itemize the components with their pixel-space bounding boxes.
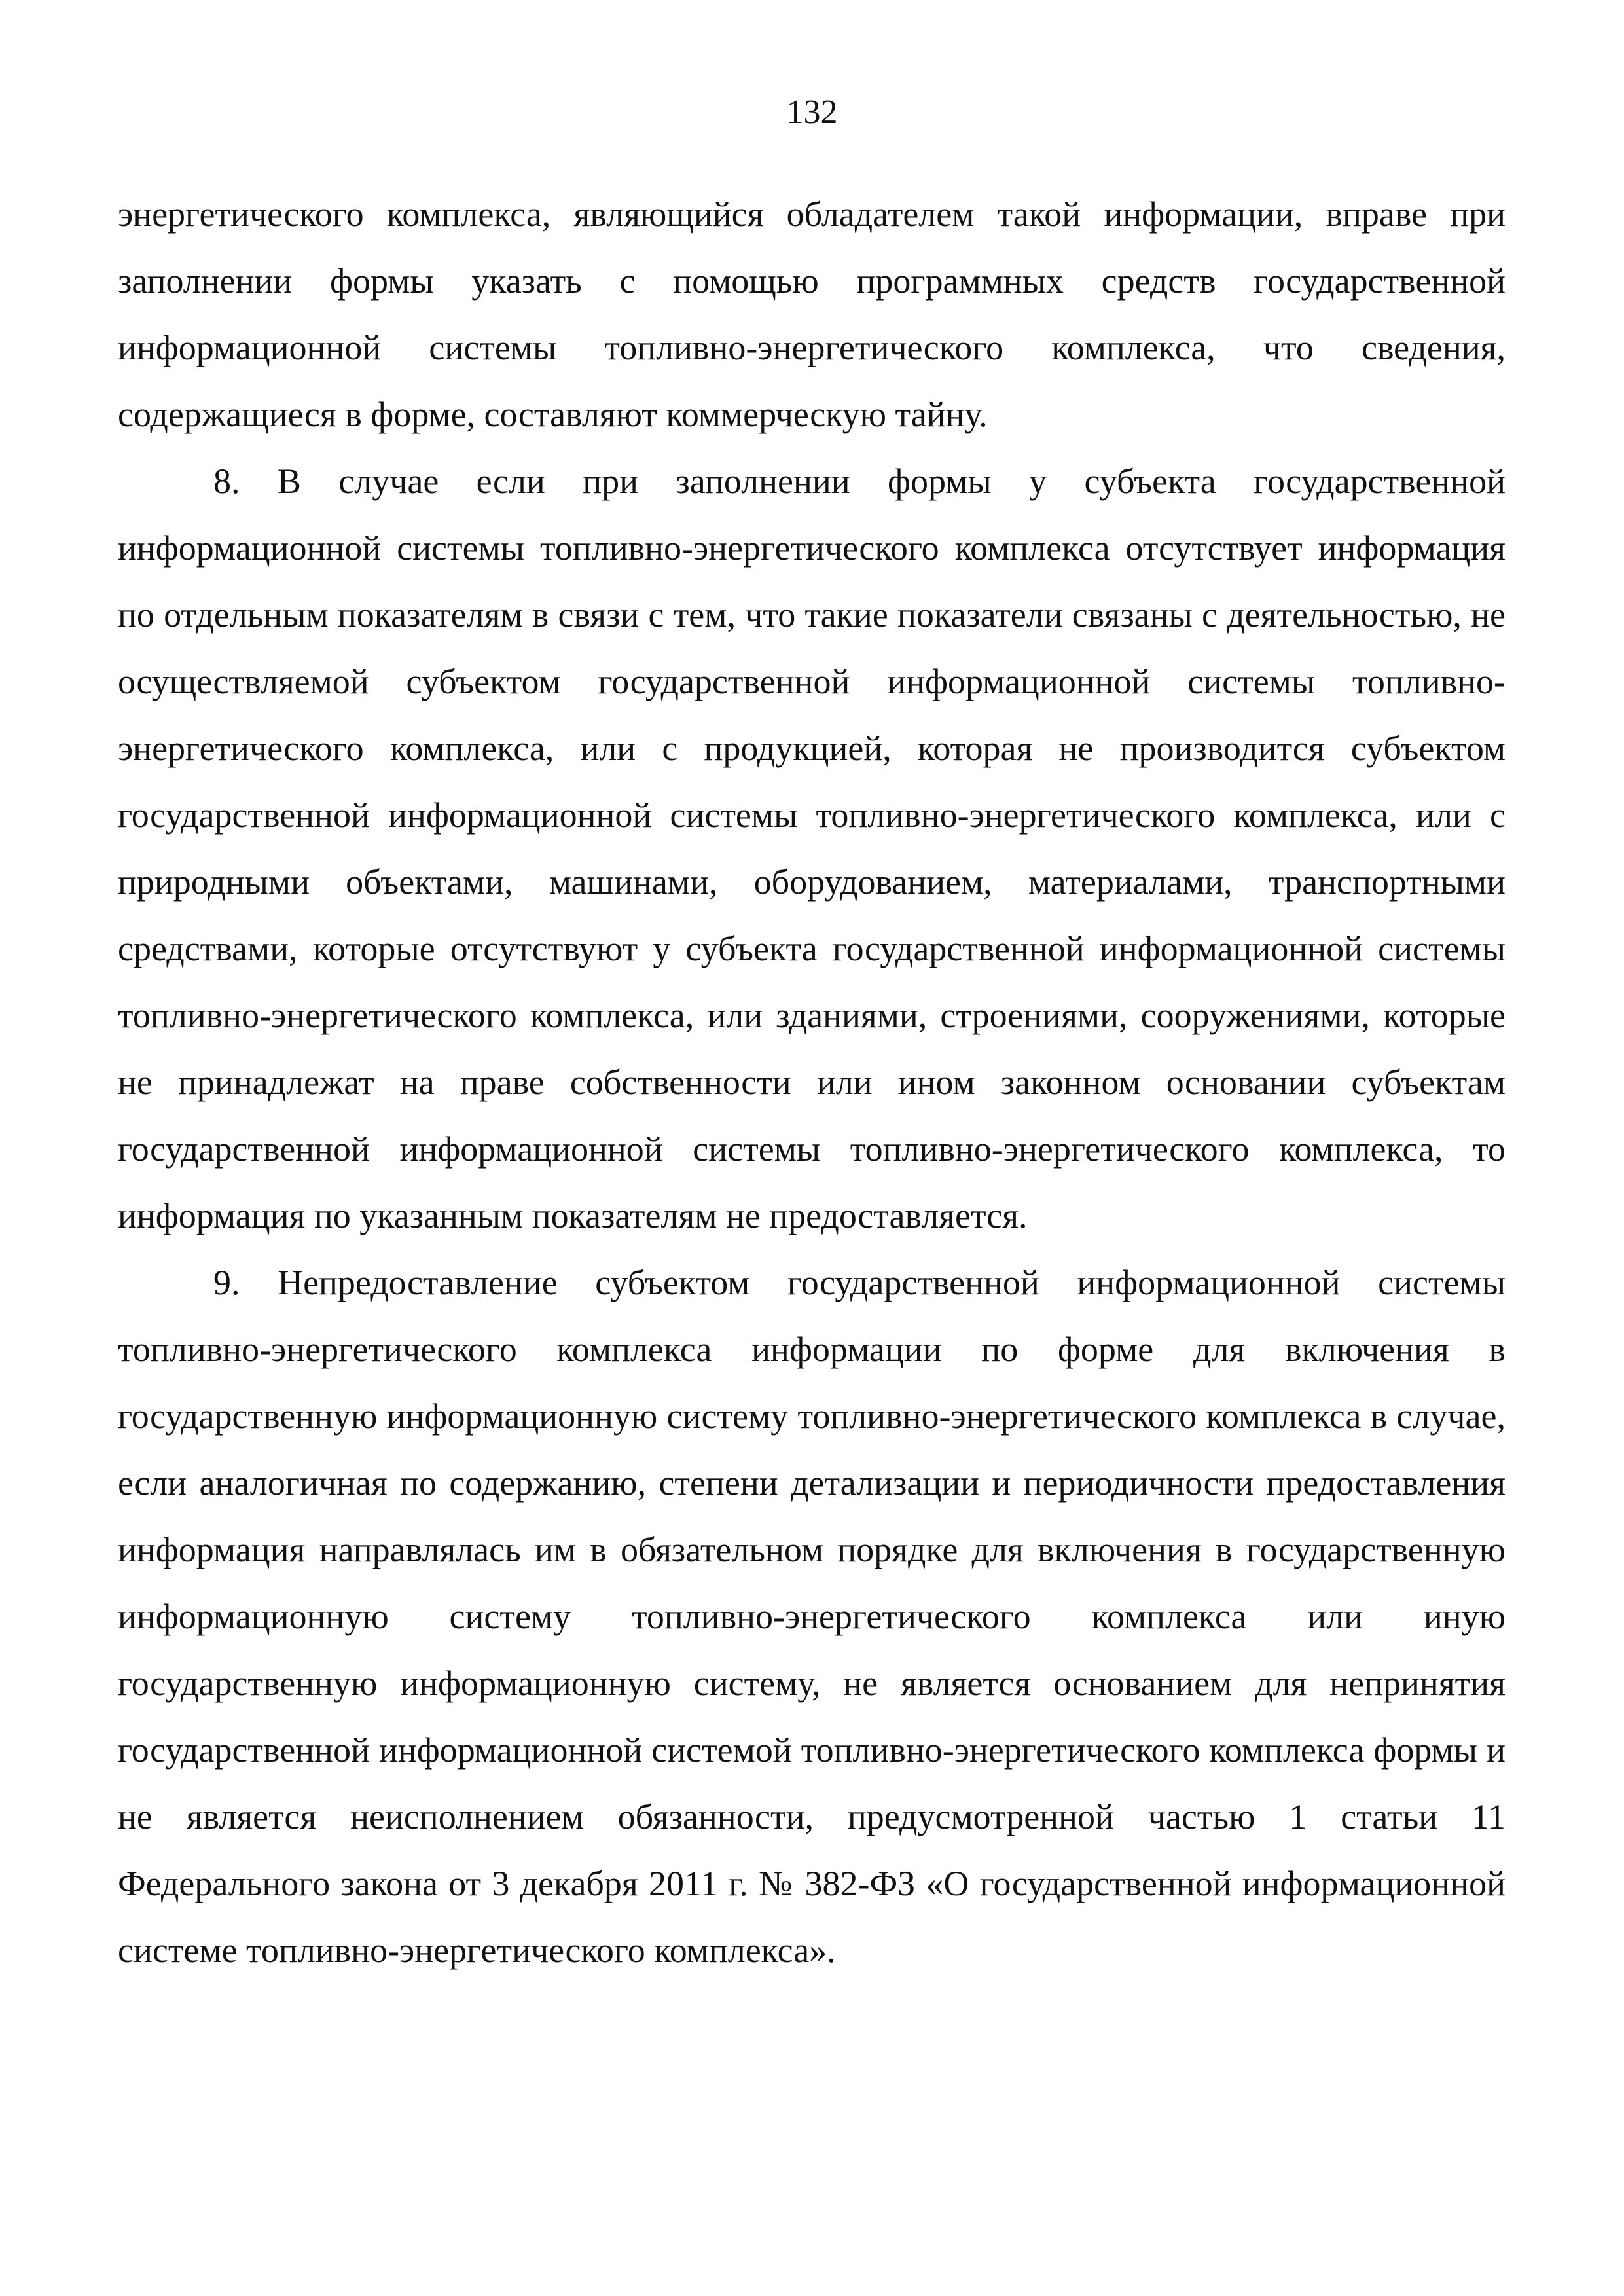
paragraph-item-8: 8. В случае если при заполнении формы у субъекта государственной информационной системы топливно-энергетического комплекса отсутствует информация по отдельным показателям в связи с тем, что такие показатели связаны с деятельностью, не осуществляемой субъектом государственной информационной системы топливно-энергетического комплекса, или с продукцией, которая не производится субъектом государственной информационной системы топливно-энергетического комплекса, или с природными объектами, машинами, оборудованием, материалами, транспортными средствами, которые отсутствуют у субъекта государственной информационной системы топливно-энергетического комплекса, или зданиями, строениями, сооружениями, которые не принадлежат на праве собственности или ином законном основании субъектам государственной информационной системы топливно-энергетического комплекса, то информация по указанным показателям не предоставляется. (118, 462, 1506, 1235)
page-number: 132 (786, 94, 838, 131)
document-body (118, 181, 1506, 1984)
paragraph-item-9: 9. Непредоставление субъектом государственной информационной системы топливно-энергетического комплекса информации по форме для включения в государственную информационную систему топливно-энергетического комплекса в случае, если аналогичная по содержанию, степени детализации и периодичности предоставления информация направлялась им в обязательном порядке для включения в государственную информационную систему топливно-энергетического комплекса или иную государственную информационную систему, не является основанием для непринятия государственной информационной системой топливно-энергетического комплекса формы и не является неисполнением обязанности, предусмотренной частью 1 статьи 11 Федерального закона от 3 декабря 2011 г. № 382-ФЗ «О государственной информационной системе топливно-энергетического комплекса». (118, 1263, 1506, 1970)
paragraph-continuation: энергетического комплекса, являющийся обладателем такой информации, вправе при заполнении формы указать с помощью программных средств государственной информационной системы топливно-энергетического комплекса, что сведения, содержащиеся в форме, составляют коммерческую тайну. (118, 194, 1506, 434)
